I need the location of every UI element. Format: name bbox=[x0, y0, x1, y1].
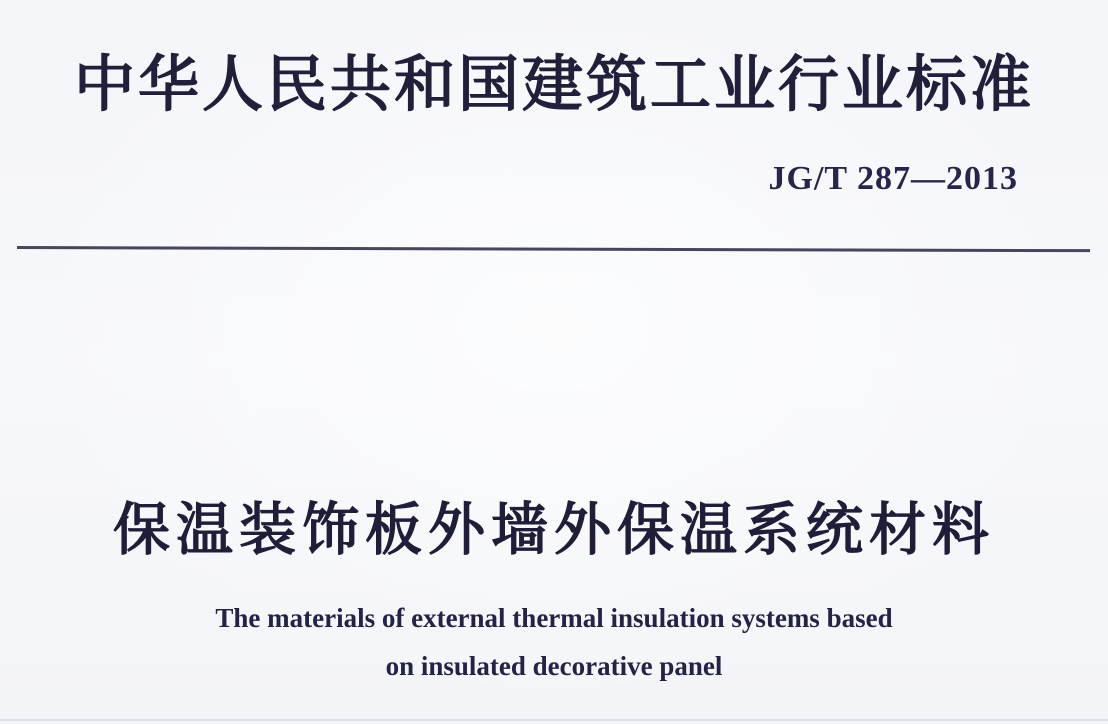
standard-category-title: 中华人民共和国建筑工业行业标准 bbox=[73, 50, 1034, 118]
header-divider-rule bbox=[17, 246, 1090, 252]
document-title-english-line2: on insulated decorative panel bbox=[385, 651, 723, 681]
document-title-english-line1: The materials of external thermal insulation systems based bbox=[215, 603, 893, 633]
document-title-english bbox=[0, 594, 1108, 690]
page-bottom-edge bbox=[0, 719, 1108, 721]
standard-code: JG/T 287—2013 bbox=[768, 160, 1018, 197]
document-title-chinese: 保温装饰板外墙外保温系统材料 bbox=[113, 498, 995, 562]
